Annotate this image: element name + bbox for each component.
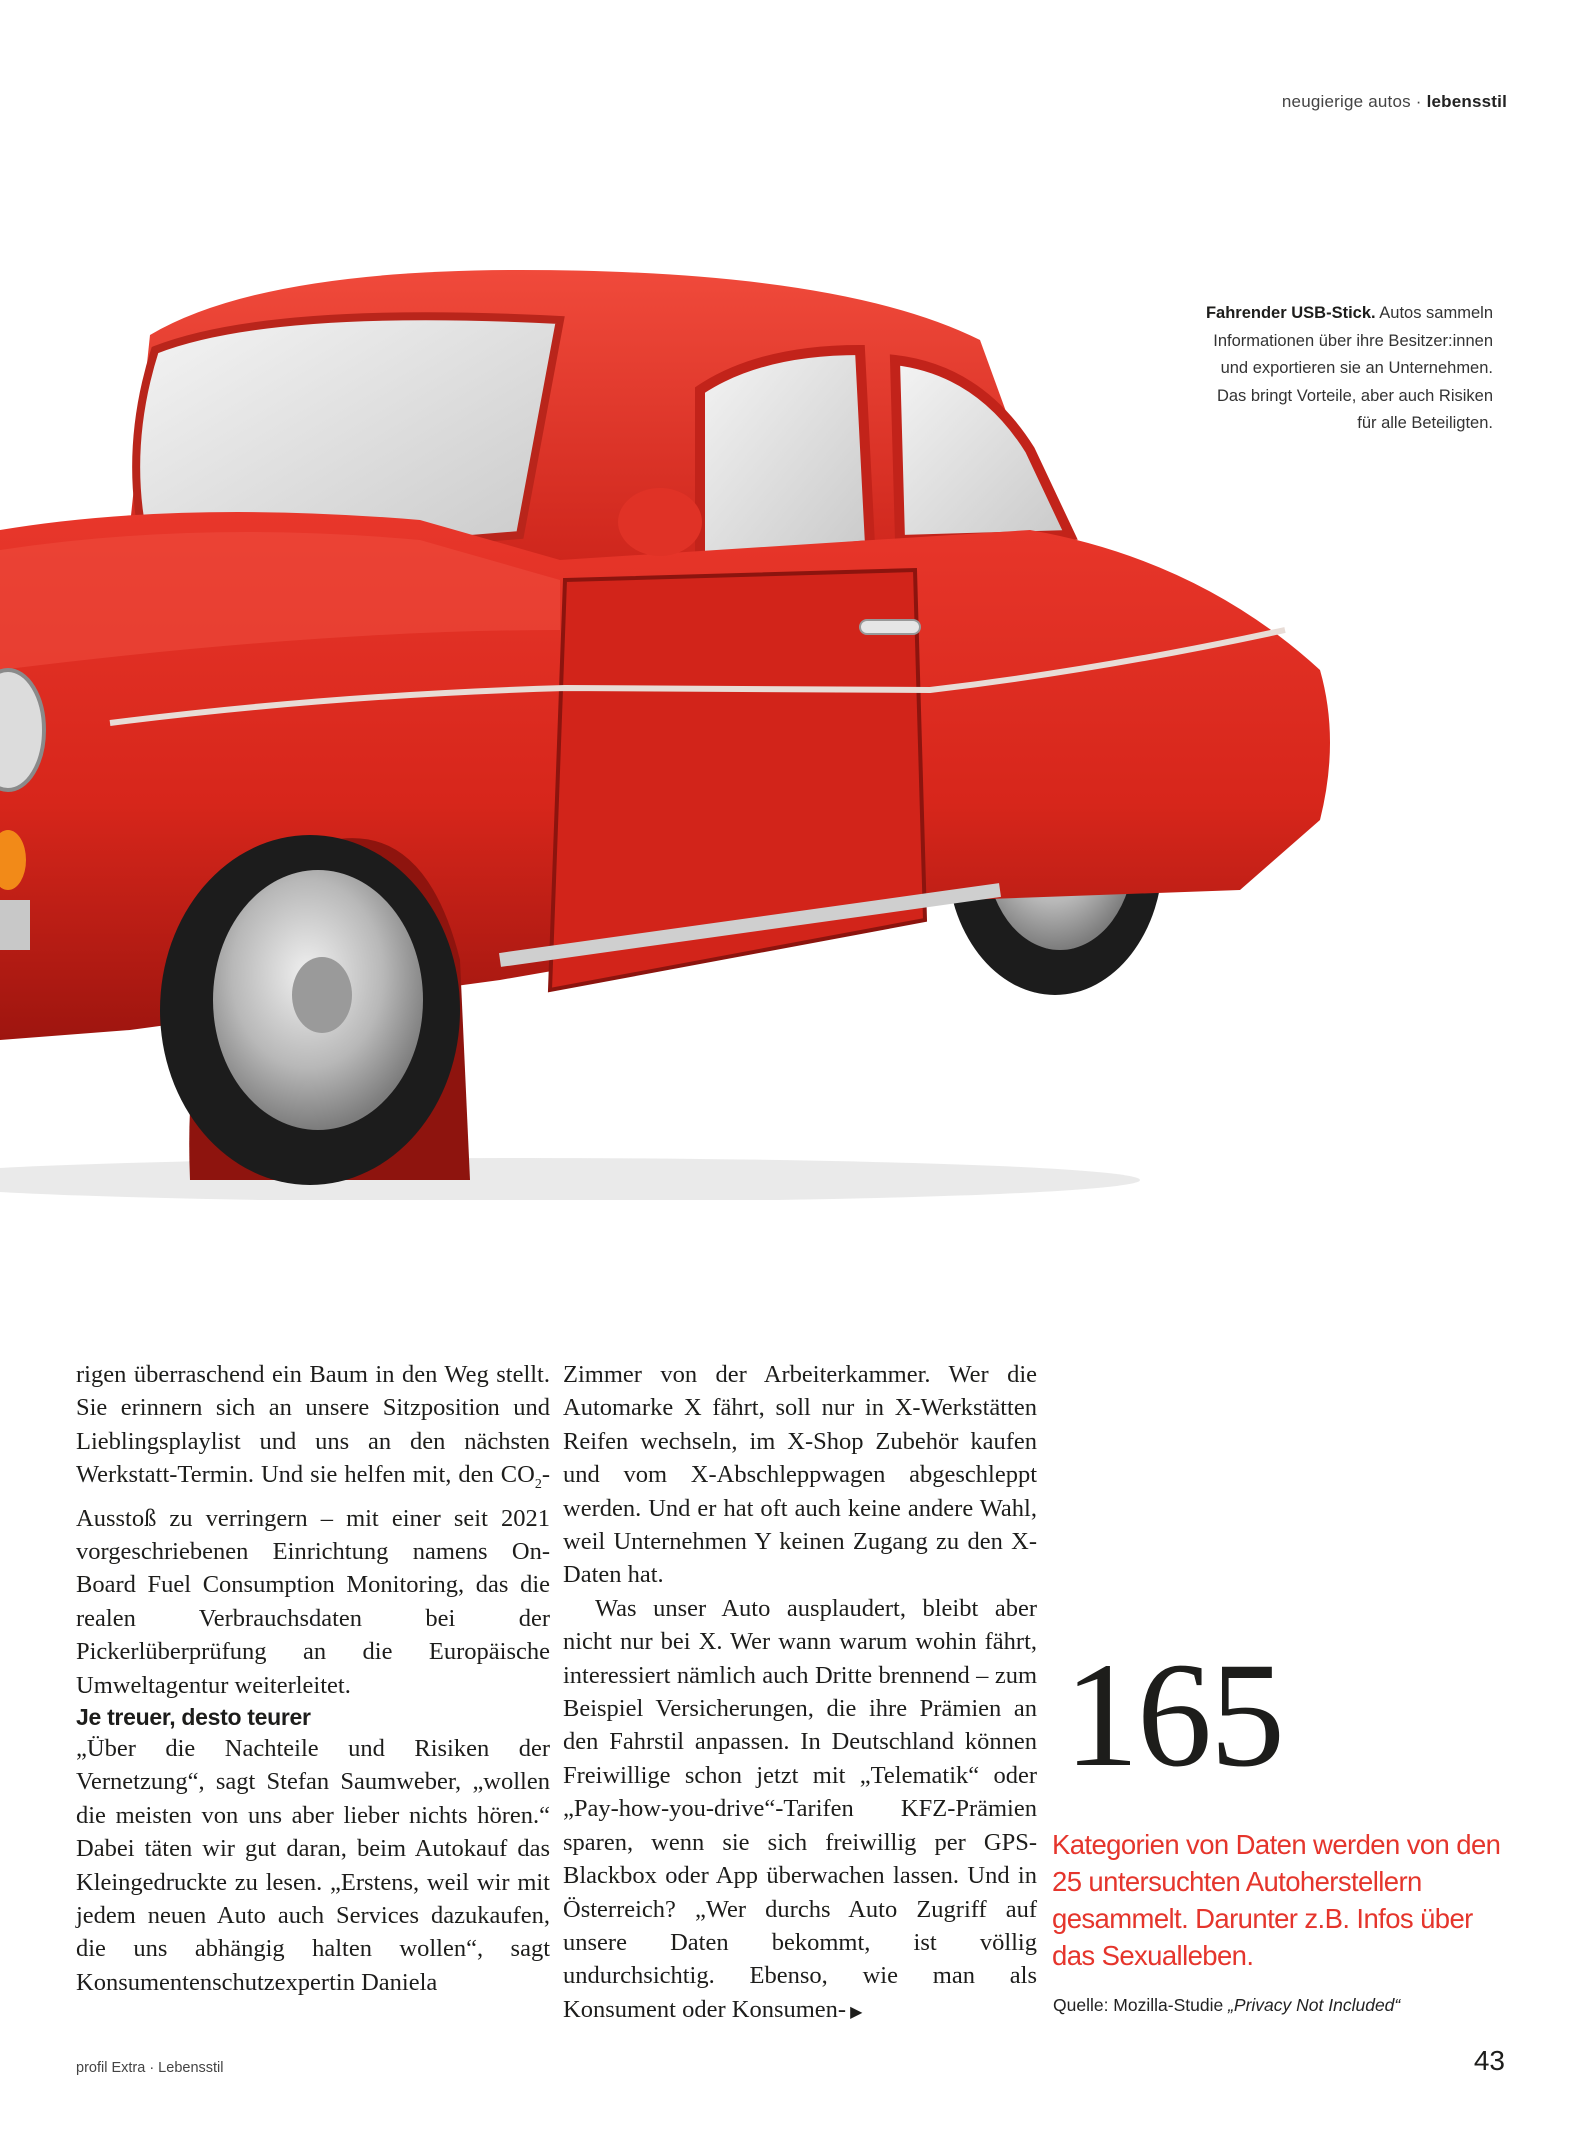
fact-number: 165: [1064, 1632, 1283, 1798]
subscript: 2: [534, 1477, 542, 1493]
fact-source: [1053, 1995, 1400, 2016]
paragraph-text: Was unser Auto ausplaudert, bleibt aber nicht nur bei X. Wer wann warum wohin fährt, interessiert nämlich auch Dritte brennend – zum Beispiel Versicherungen, die ihre Prämien an den Fahrstil anpassen. In Deutschland können Freiwillige schon jetzt mit „Telematik“ oder „Pay-how-you-drive“-Tarifen KFZ-Prämien sparen, wenn sie sich freiwillig per GPS-Blackbox oder App überwachen lassen. Und in Österreich? „Wer durchs Auto Zugriff auf unsere Daten bekommt, ist völlig undurchsichtig. Ebenso, wie man als Konsument oder Konsumen-: [563, 1594, 1037, 2023]
source-label: Quelle: Mozilla-Studie: [1053, 1995, 1224, 2015]
photo-caption: [1203, 300, 1493, 438]
footer-publication: profil Extra · Lebensstil: [76, 2060, 224, 2076]
front-wheel: [160, 835, 460, 1185]
running-head: [1282, 92, 1507, 112]
paragraph: [76, 1358, 550, 1702]
paragraph-text: rigen überraschend ein Baum in den Weg stellt. Sie erinnern sich an unsere Sitzposition und Lieblingsplaylist und uns an den nächsten Werkstatt-Termin. Und sie helfen mit, den CO: [76, 1361, 550, 1489]
article-column-2: [563, 1358, 1037, 2029]
header-category: lebensstil: [1426, 92, 1507, 111]
caption-text: Autos sammeln Informationen über ihre Besitzer:innen und exportieren sie an Unternehmen. Das bringt Vorteile, aber auch Risiken für alle Beteiligten.: [1213, 304, 1493, 432]
subheading: Je treuer, desto teurer: [76, 1703, 311, 1730]
header-separator: ·: [1415, 92, 1422, 111]
article-column-1: [76, 1358, 550, 1999]
paragraph-text: -Ausstoß zu verringern – mit einer seit 2021 vorgeschriebenen Einrichtung namens On-Board Fuel Consumption Monitoring, das die realen Verbrauchsdaten bei der Pickerlüberprüfung an die Europäische Umweltagentur weiterleitet.: [76, 1461, 550, 1699]
fact-text: Kategorien von Daten werden von den 25 untersuchten Autoherstellern gesammelt. Darunter z.B. Infos über das Sexualleben.: [1052, 1829, 1501, 1971]
paragraph: Zimmer von der Arbeiterkammer. Wer die Automarke X fährt, soll nur in X-Werkstätten Reifen wechseln, im X-Shop Zubehör kaufen und vom X-Abschleppwagen abgeschleppt werden. Und er hat oft auch keine andere Wahl, weil Unternehmen Y keinen Zugang zu den X-Daten hat.: [563, 1361, 1037, 1589]
paragraph: „Über die Nachteile und Risiken der Vernetzung“, sagt Stefan Saumweber, „wollen die meisten von uns aber lieber nichts hören.“ Dabei täten wir gut daran, beim Autokauf das Kleingedruckte zu lesen. „Erstens, weil wir mit jedem neuen Auto auch Services dazukaufen, die uns abhängig halten wollen“, sagt Konsumentenschutzexpertin Daniela: [76, 1734, 550, 1996]
header-section: neugierige autos: [1281, 92, 1411, 111]
paragraph: [563, 1592, 1037, 2029]
caption-lead: Fahrender USB-Stick.: [1205, 304, 1376, 322]
page-number: 43: [1473, 2045, 1505, 2076]
continue-arrow-icon: ▶: [850, 2003, 863, 2021]
red-toy-car-photo: [0, 200, 1360, 1200]
source-title: „Privacy Not Included“: [1228, 1995, 1401, 2015]
